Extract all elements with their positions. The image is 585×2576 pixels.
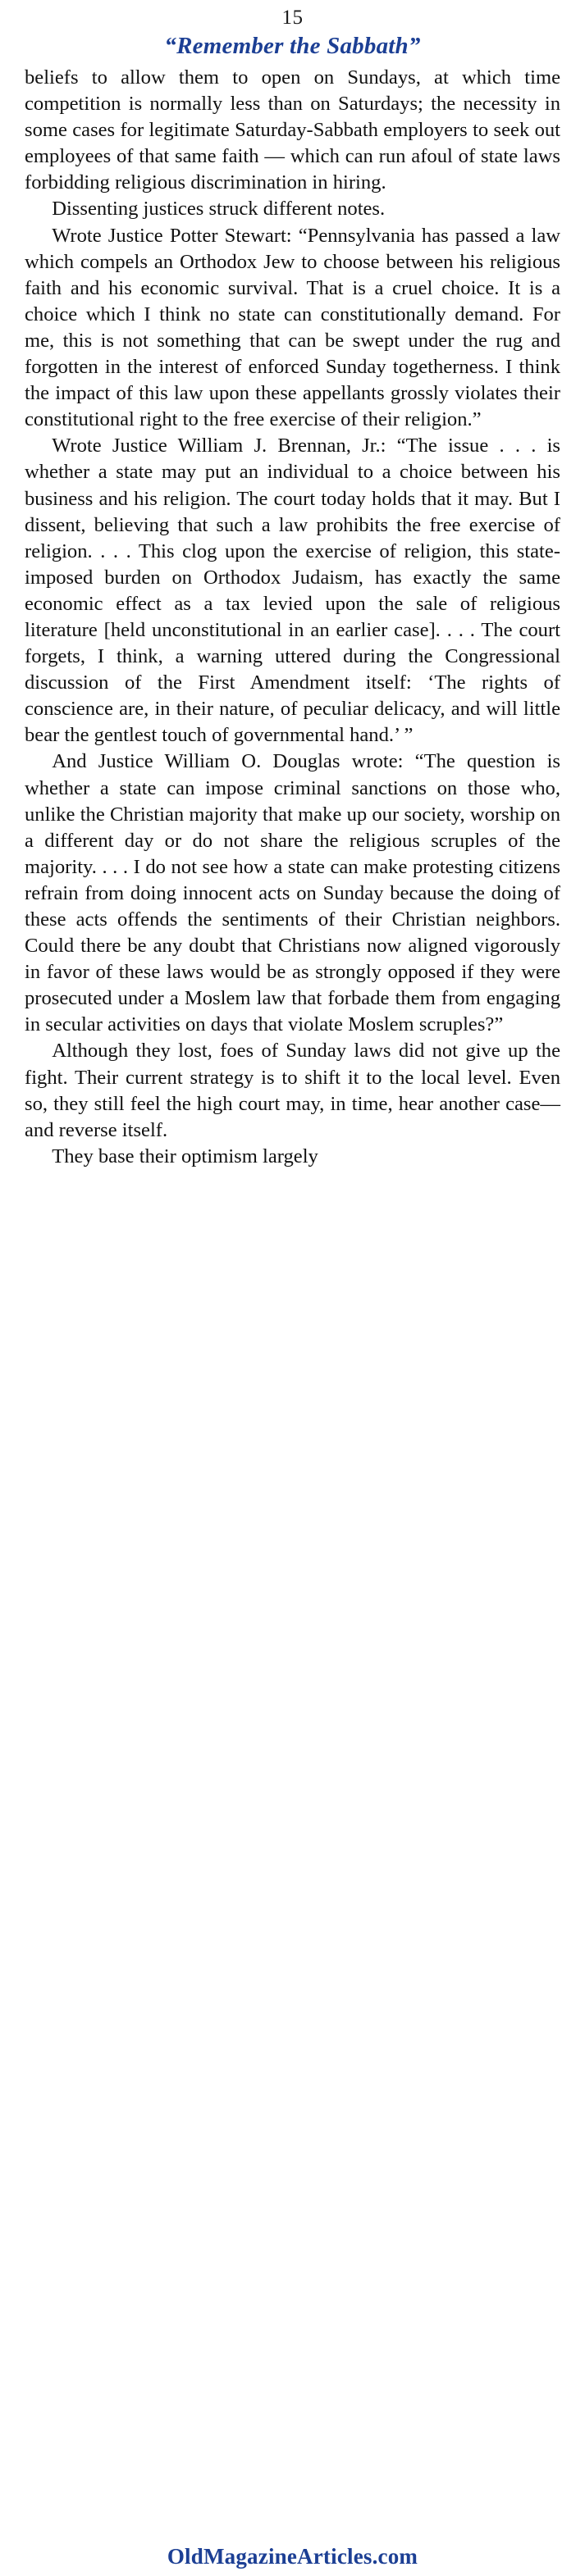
site-brand: OldMagazineArticles.com	[167, 2544, 418, 2569]
page-number: 15	[281, 7, 304, 29]
page-title: “Remember the Sabbath”	[164, 33, 421, 59]
paragraph: Dissenting justices struck different notes.	[52, 198, 386, 221]
paragraph: Although they lost, foes of Sunday laws did not give up the fight. Their current strategy is to shift it to the local level. Even so, they still feel the high court may, in time, hear another case—and reverse itself.	[25, 1040, 560, 1141]
paragraph: They base their optimism largely	[52, 1145, 318, 1167]
footer-spacer	[21, 1170, 564, 1208]
paragraph: And Justice William O. Douglas wrote: “The question is whether a state can impose criminal sanctions on those who, unlike the Christian majority that make up our society, worship on a different day or do not share the religious scruples of the majority. . . . I do not see how a state can make protesting citizens refrain from doing innocent acts on Sunday because the doing of these acts offends the sentiments of their Christian neighbors. Could there be any doubt that Christians now aligned vigorously in favor of these laws would be as strongly opposed if they were prosecuted under a Moslem law that forbade them from engaging in secular activities on days that violate Moslem scruples?”	[25, 750, 560, 1036]
paragraph: Wrote Justice William J. Brennan, Jr.: “The issue . . . is whether a state may put an individual to a choice between his business and his religion. The court today holds that it may. But I dissent, believing that such a law prohibits the free exercise of religion. . . . This clog upon the exercise of religion, this state-imposed burden on Orthodox Judaism, has exactly the same economic effect as a tax levied upon the sale of religious literature [held unconstitutional in an earlier case]. . . . The court forgets, I think, a warning uttered during the Congressional discussion of the First Amendment itself: ‘The rights of conscience are, in their nature, of peculiar delicacy, and will little bear the gentlest touch of governmental hand.’ ”	[25, 435, 560, 747]
paragraph: Wrote Justice Potter Stewart: “Pennsylvania has passed a law which compels an Orthodox Jew to choose between his religious faith and his economic survival. That is a cruel choice. It is a choice which I think no state can constitutionally demand. For me, this is not something that can be swept under the rug and forgotten in the interest of enforced Sunday togetherness. I think the impact of this law upon these appellants grossly violates their constitutional right to the free exercise of their religion.”	[25, 224, 560, 431]
article-body	[21, 65, 564, 1170]
paragraph: beliefs to allow them to open on Sundays, at which time competition is normally less than on Saturdays; the necessity in some cases for legitimate Saturday-Sabbath employers to seek out employees of that same faith — which can run afoul of state laws forbidding religious discrimination in hiring.	[25, 66, 560, 194]
